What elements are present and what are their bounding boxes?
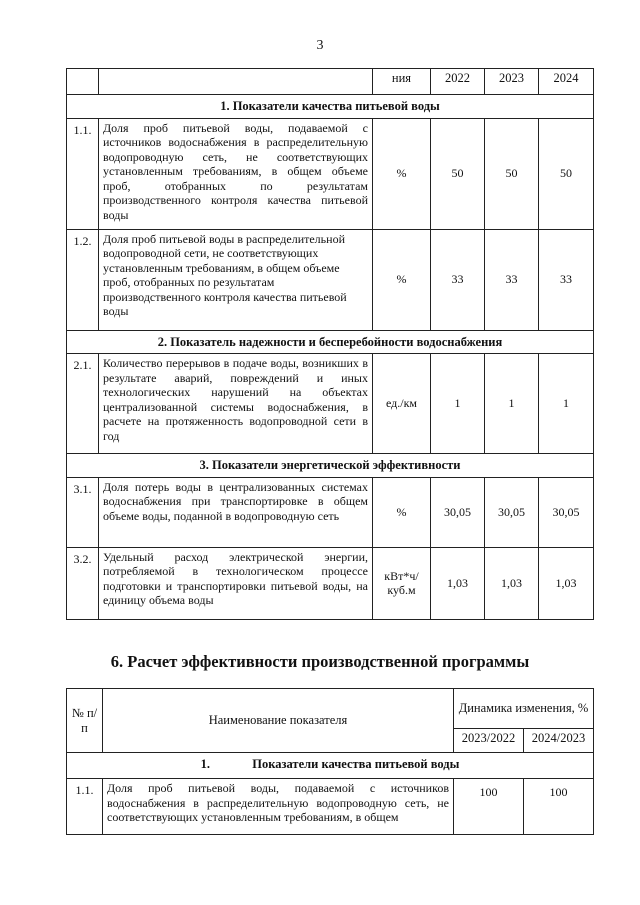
- row-value: 30,05: [539, 477, 594, 547]
- table-row: [67, 477, 594, 547]
- header-cell-unit: ния: [373, 69, 431, 95]
- header-cell-dynamics: Динамика изменения, %: [454, 689, 594, 729]
- header-cell-desc: [99, 69, 373, 95]
- section-row: [67, 454, 594, 478]
- row-description: Доля проб питьевой воды, подаваемой с источников водоснабжения в распределительную водопроводную сеть, не соответствующих установленным требованиям, в общем объеме проб, отобранных по результатам производственного контроля качества питьевой воды: [99, 118, 373, 229]
- row-description: Доля проб питьевой воды, подаваемой с источников водоснабжения в распределительную водопроводную сеть, не соответствующих установленным требованиям, в общем: [103, 779, 454, 835]
- row-number: 2.1.: [67, 354, 99, 454]
- header-cell-year: 2023: [485, 69, 539, 95]
- row-description: Удельный расход электрической энергии, потребляемой в технологическом процессе подготовки и транспортировки питьевой воды, на единицу объема воды: [99, 547, 373, 619]
- row-number: 3.1.: [67, 477, 99, 547]
- row-value: 100: [454, 779, 524, 835]
- row-unit: %: [373, 118, 431, 229]
- row-unit: %: [373, 229, 431, 330]
- section-title: 3. Показатели энергетической эффективности: [67, 454, 594, 478]
- row-value: 1: [539, 354, 594, 454]
- table-header-row: [67, 689, 594, 729]
- header-cell-name: Наименование показателя: [103, 689, 454, 753]
- row-value: 1: [431, 354, 485, 454]
- table-row: [67, 118, 594, 229]
- row-value: 1,03: [431, 547, 485, 619]
- header-cell-period: 2024/2023: [524, 729, 594, 753]
- indicators-table: [66, 68, 594, 620]
- section-title: 2. Показатель надежности и бесперебойности водоснабжения: [67, 330, 594, 354]
- row-description: Доля проб питьевой воды в распределительной водопроводной сети, не соответствующих установленным требованиям, в общем объеме проб, отобранных по результатам производственного контроля качества питьевой воды: [99, 229, 373, 330]
- header-cell-num: [67, 69, 99, 95]
- row-value: 33: [539, 229, 594, 330]
- section-number: 1.: [200, 757, 210, 771]
- header-cell-year: 2022: [431, 69, 485, 95]
- row-unit: ед./км: [373, 354, 431, 454]
- section-6-title: 6. Расчет эффективности производственной программы: [110, 652, 530, 671]
- page-number: 3: [316, 38, 324, 53]
- row-value: 100: [524, 779, 594, 835]
- row-number: 1.1.: [67, 118, 99, 229]
- row-unit: %: [373, 477, 431, 547]
- efficiency-table: [66, 688, 594, 835]
- header-cell-period: 2023/2022: [454, 729, 524, 753]
- header-cell-year: 2024: [539, 69, 594, 95]
- row-value: 30,05: [431, 477, 485, 547]
- row-value: 1,03: [539, 547, 594, 619]
- table-row: [67, 779, 594, 835]
- section-title: [67, 753, 594, 779]
- row-number: 1.2.: [67, 229, 99, 330]
- row-description: Количество перерывов в подаче воды, возникших в результате аварий, повреждений и иных технологических нарушений на объектах централизованной системы водоснабжения, в расчете на протяженность водопроводной сети в год: [99, 354, 373, 454]
- table-row: [67, 354, 594, 454]
- section-title: 1. Показатели качества питьевой воды: [67, 95, 594, 119]
- row-unit: кВт*ч/куб.м: [373, 547, 431, 619]
- row-number: 1.1.: [67, 779, 103, 835]
- row-value: 50: [539, 118, 594, 229]
- row-value: 1,03: [485, 547, 539, 619]
- row-description: Доля потерь воды в централизованных системах водоснабжения при транспортировке в общем объеме воды, поданной в водопроводную сеть: [99, 477, 373, 547]
- section-row: [67, 330, 594, 354]
- section-row: [67, 753, 594, 779]
- table-row: [67, 229, 594, 330]
- section-row: [67, 95, 594, 119]
- row-value: 1: [485, 354, 539, 454]
- header-cell-num: № п/п: [67, 689, 103, 753]
- row-value: 33: [485, 229, 539, 330]
- row-value: 50: [431, 118, 485, 229]
- section-label: Показатели качества питьевой воды: [252, 757, 460, 771]
- table-row: [67, 547, 594, 619]
- row-value: 33: [431, 229, 485, 330]
- row-value: 30,05: [485, 477, 539, 547]
- row-number: 3.2.: [67, 547, 99, 619]
- row-value: 50: [485, 118, 539, 229]
- table-header-row: [67, 69, 594, 95]
